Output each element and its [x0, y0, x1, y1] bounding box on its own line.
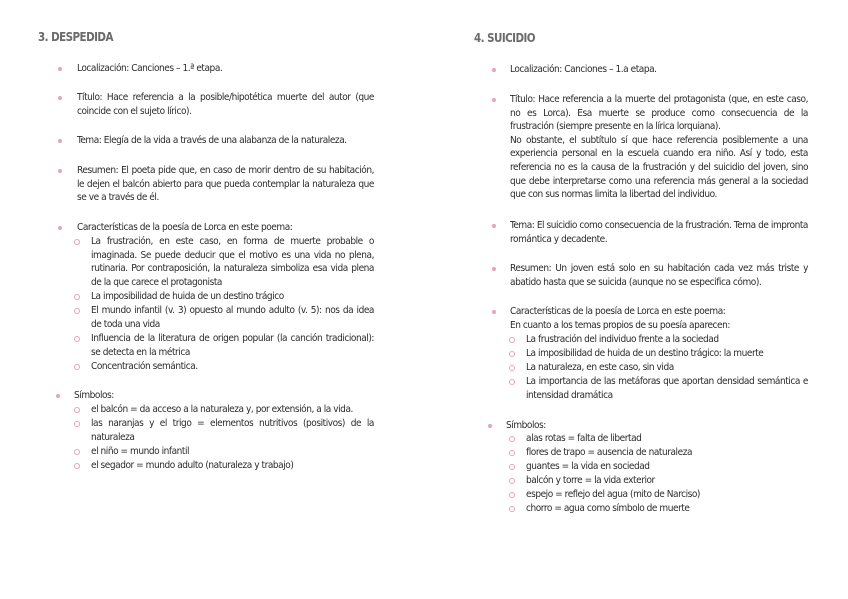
list-item-titulo — [58, 91, 374, 118]
bullet-icon — [58, 96, 62, 100]
bullet-icon — [58, 226, 62, 230]
circle-bullet-icon — [509, 379, 515, 385]
simbolos-heading: Símbolos: — [506, 420, 546, 431]
caracteristicas-intro: En cuanto a los temas propios de su poesía aparecen: — [510, 319, 730, 331]
simbolos-subitem: el segador = mundo adulto (naturaleza y trabajo) — [74, 459, 374, 473]
caracteristicas-subitem: Influencia de la literatura de origen popular (la canción tradicional): se detecta en la métrica — [74, 332, 374, 359]
simbolos-subitem: chorro = agua como símbolo de muerte — [509, 502, 808, 516]
list-item-simbolos — [488, 419, 808, 433]
caracteristicas-subitem: Concentración semántica. — [74, 360, 374, 374]
circle-bullet-icon — [74, 294, 80, 300]
caracteristicas-heading: Características de la poesía de Lorca en este poema: — [77, 222, 293, 233]
list-item-tema — [58, 134, 374, 148]
list-item-localizacion — [492, 63, 808, 77]
circle-bullet-icon — [509, 492, 515, 498]
simbolos-subitem: espejo = reflejo del agua (mito de Narciso) — [509, 488, 808, 502]
bullet-icon — [492, 98, 496, 102]
tema-text: Tema: Elegía de la vida a través de una alabanza de la naturaleza. — [77, 135, 347, 146]
localizacion-text: Localización: Canciones – 1.a etapa. — [510, 64, 657, 75]
caracteristicas-subitem: La frustración del individuo frente a la sociedad — [509, 333, 808, 347]
circle-bullet-icon — [509, 436, 515, 442]
circle-bullet-icon — [74, 463, 80, 469]
section-title-despedida: 3. DESPEDIDA — [38, 29, 113, 44]
simbolos-subitem: guantes = la vida en sociedad — [509, 460, 808, 474]
circle-bullet-icon — [509, 506, 515, 512]
circle-bullet-icon — [74, 364, 80, 370]
caracteristicas-subitem: La imposibilidad de huida de un destino trágico: la muerte — [509, 347, 808, 361]
caracteristicas-subitem: La naturaleza, en este caso, sin vida — [509, 361, 808, 375]
resumen-text: Resumen: Un joven está solo en su habitación cada vez más triste y abatido hasta que se suicida (aunque no se especifica cómo). — [510, 263, 808, 288]
caracteristicas-subitem: La importancia de las metáforas que aportan densidad semántica e intensidad dramática — [509, 375, 808, 402]
circle-bullet-icon — [74, 336, 80, 342]
titulo-extra-text: No obstante, el subtítulo sí que hace referencia posiblemente a una experiencia personal en la escuela cuando era niño. Así y todo, esta referencia no es la causa de la frustración y del suicidio del joven, sino que debe interpretarse como una referencia más general a la sociedad que con sus normas limita la libertad del individuo. — [510, 134, 808, 201]
list-item-tema — [492, 219, 808, 246]
simbolos-heading: Símbolos: — [74, 390, 114, 401]
titulo-text: Título: Hace referencia a la posible/hipotética muerte del autor (que coincide con el sujeto lírico). — [77, 92, 374, 117]
caracteristicas-subitem: La imposibilidad de huida de un destino trágico — [74, 290, 374, 304]
list-item-resumen — [58, 164, 374, 205]
list-item-titulo — [492, 93, 808, 202]
bullet-icon — [488, 424, 492, 428]
list-item-caracteristicas — [492, 305, 808, 332]
tema-text: Tema: El suicidio como consecuencia de la frustración. Tema de impronta romántica y decadente. — [510, 220, 808, 245]
simbolos-subitem: balcón y torre = la vida exterior — [509, 474, 808, 488]
list-item-localizacion — [58, 62, 374, 76]
simbolos-subitem: flores de trapo = ausencia de naturaleza — [509, 446, 808, 460]
caracteristicas-subitem: El mundo infantil (v. 3) opuesto al mundo adulto (v. 5): nos da idea de toda una vida — [74, 304, 374, 331]
circle-bullet-icon — [509, 478, 515, 484]
simbolos-subitem: las naranjas y el trigo = elementos nutritivos (positivos) de la naturaleza — [74, 417, 374, 444]
simbolos-subitem: el balcón = da acceso a la naturaleza y, por extensión, a la vida. — [74, 403, 374, 417]
list-item-resumen — [492, 262, 808, 289]
simbolos-subitem: el niño = mundo infantil — [74, 445, 374, 459]
list-item-simbolos — [56, 389, 374, 403]
circle-bullet-icon — [509, 337, 515, 343]
bullet-icon — [58, 67, 62, 71]
circle-bullet-icon — [509, 450, 515, 456]
bullet-icon — [58, 169, 62, 173]
circle-bullet-icon — [74, 308, 80, 314]
list-item-caracteristicas — [58, 221, 374, 235]
circle-bullet-icon — [509, 365, 515, 371]
bullet-icon — [58, 139, 62, 143]
bullet-icon — [492, 224, 496, 228]
circle-bullet-icon — [509, 464, 515, 470]
circle-bullet-icon — [509, 351, 515, 357]
circle-bullet-icon — [74, 239, 80, 245]
circle-bullet-icon — [74, 421, 80, 427]
simbolos-subitem: alas rotas = falta de libertad — [509, 432, 808, 446]
bullet-icon — [492, 267, 496, 271]
titulo-text: Título: Hace referencia a la muerte del protagonista (que, en este caso, no es Lorca). Esa muerte se produce como consecuencia de la frustración (siempre presente en la lírica lorquiana). — [510, 94, 808, 133]
circle-bullet-icon — [74, 449, 80, 455]
resumen-text: Resumen: El poeta pide que, en caso de morir dentro de su habitación, le dejen el balcón abierto para que pueda contemplar la naturaleza que se ve a través de él. — [77, 165, 374, 204]
caracteristicas-subitem: La frustración, en este caso, en forma de muerte probable o imaginada. Se puede deducir que el motivo es una vida no plena, rutinaria. Por contraposición, la naturaleza simboliza esa vida plena de la que carece el protagonista — [74, 235, 374, 289]
circle-bullet-icon — [74, 407, 80, 413]
localizacion-text: Localización: Canciones – 1.ª etapa. — [77, 63, 223, 74]
bullet-icon — [492, 68, 496, 72]
caracteristicas-heading: Características de la poesía de Lorca en este poema: — [510, 306, 726, 317]
section-title-suicidio: 4. SUICIDIO — [474, 30, 536, 45]
bullet-icon — [56, 394, 60, 398]
bullet-icon — [492, 310, 496, 314]
